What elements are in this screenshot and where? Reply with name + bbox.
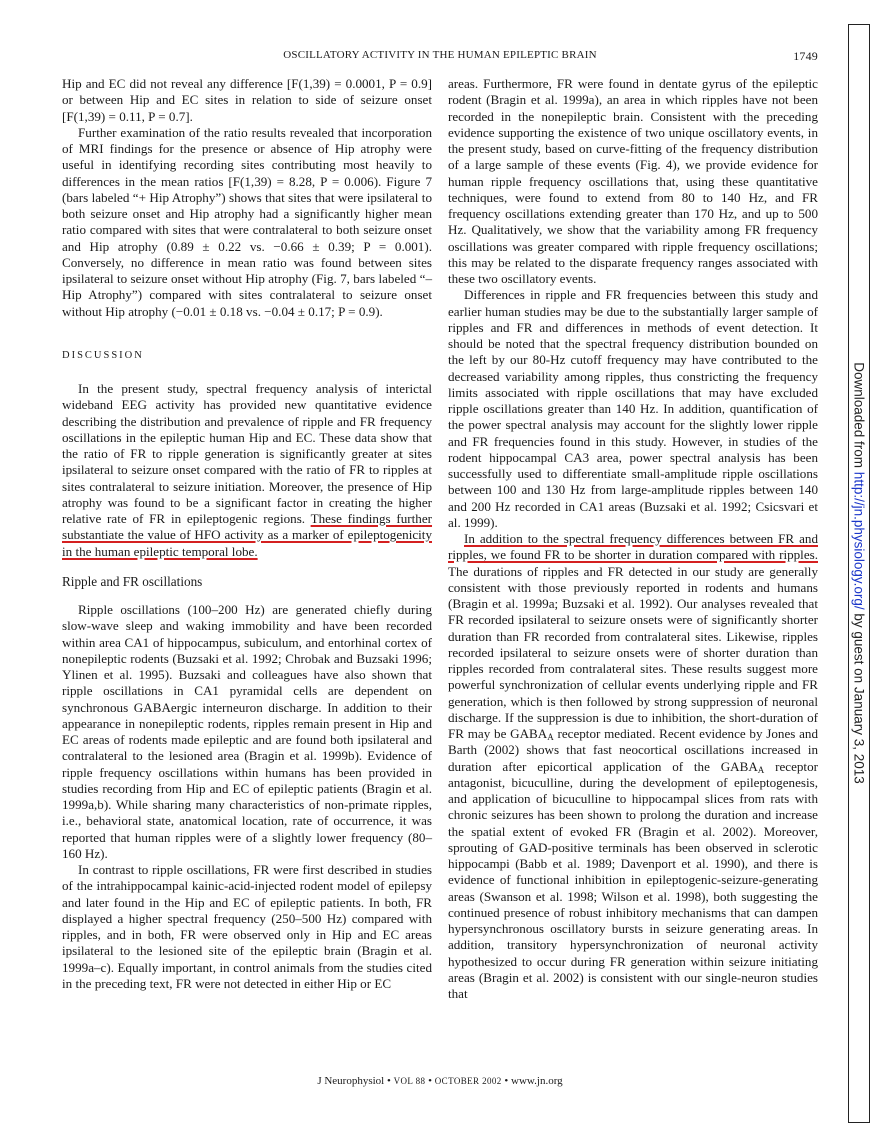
footer-volume: VOL 88 bbox=[393, 1076, 426, 1086]
discussion-intro-text: In the present study, spectral frequency analysis of interictal wideband EEG activity has provided new quantitative evidence describing the distribution and prevalence of ripple and FR frequency oscillations in the epileptic human Hip and EC. These data show that the ratio of FR to ripple generation is significantly greater at sites ipsilateral to seizure onset compared with the ratio of FR to ripples at sites contralateral to seizure initiation. Moreover, the presence of Hip atrophy was found to be a significant factor in creating the higher relative rate of FR in epileptogenic regions. bbox=[62, 381, 432, 526]
duration-text-2: receptor mediated. Recent evidence by Jones and Barth (2002) shows that fast neocortical oscillations increased in duration after epicortical application of the GABA bbox=[448, 726, 818, 774]
subscript-a: A bbox=[547, 732, 554, 742]
right-column bbox=[448, 76, 818, 1002]
footer-separator: • bbox=[428, 1075, 433, 1087]
paragraph-fr-dentate: areas. Furthermore, FR were found in dentate gyrus of the epileptic rodent (Bragin et al. 1999a), an area in which ripples have not been recorded in the nonepileptic brain. Consistent with the preceding evidence supporting the existence of two unique oscillatory events, in the present study, based on curve-fitting of the frequency distribution of a large sample of these events (Fig. 4), we provide evidence for human ripple frequency oscillations that, using these quantitative techniques, were found to extend from 80 to 140 Hz, and FR frequency oscillations extending greater than 170 Hz, and up to 500 Hz. Qualitatively, we show that the variability among FR frequency oscillations was greater compared with ripple frequency oscillations; this may be related to the disparate frequency ranges associated with these two oscillatory events. bbox=[448, 76, 818, 286]
footer-separator: • bbox=[386, 1075, 391, 1087]
download-banner-prefix: Downloaded from bbox=[851, 362, 867, 472]
paragraph-fr-contrast: In contrast to ripple oscillations, FR were first described in studies of the intrahippocampal kainic-acid-injected rodent model of epilepsy and later found in the Hip and EC of epileptic patients. In both, FR displayed a higher spectral frequency (250–500 Hz) compared with ripples, and in both, FR were observed only in Hip and EC areas ipsilateral to the lesioned site of the epileptic brain (Bragin et al. 1999a–c). Equally important, in control animals from the studies cited in the preceding text, FR were not detected in either Hip or EC bbox=[62, 862, 432, 991]
footer-separator: • bbox=[504, 1075, 509, 1087]
paragraph-frequency-differences: Differences in ripple and FR frequencies between this study and earlier human studies may be due to the substantially larger sample of ripples and FR and differences in methods of event detection. It should be noted that the spectral frequency distribution bounded on the left by our 80-Hz cutoff frequency may have contributed to the decreased variability among ripples, thus constricting the frequency limits associated with ripple oscillations that may have excluded ripple oscillations greater than 140 Hz. In addition, quantification of the power spectral analysis may account for the slightly lower ripple and FR frequencies found in this study. However, in studies of the rodent hippocampal CA3 area, power spectral analysis has been successfully used to differentiate small-amplitude ripple oscillations between 100 and 130 Hz from large-amplitude ripples between 140 and 200 Hz recorded in CA1 areas (Buzsaki et al. 1992; Csicsvari et al. 1999). bbox=[448, 287, 818, 530]
paragraph-duration bbox=[448, 531, 818, 1002]
highlighted-duration-finding: In addition to the spectral frequency differences between FR and ripples, we found FR to be shorter in duration compared with ripples. bbox=[448, 531, 818, 563]
download-banner bbox=[852, 362, 867, 784]
left-column bbox=[62, 76, 432, 992]
duration-text-3: receptor antagonist, bicuculline, during the development of epileptogenesis, and application of bicuculline to hippocampal slices from rats with chronic seizures has been shown to prolong the duration and increase the spatial extent of evoked FR (Bragin et al. 2002). Moreover, sprouting of GAD-positive terminals has been observed in sclerotic hippocampi (Babb et al. 1989; Davenport et al. 1990), and there is evidence of functional inhibition in epileptogenic-seizure-generating areas (Swanson et al. 1998; Wilson et al. 1998), both suggesting the continued presence of robust inhibitory mechanisms that can dampen hypersynchronous oscillatory bursts in seizure generating areas. In addition, transitory hypersynchronization of neuronal activity hypothesized to occur during FR generation within seizure initiating areas (Bragin et al. 2002) is consistent with our single-neuron studies that bbox=[448, 758, 818, 1001]
highlighted-finding: These findings further substantiate the value of HFO activity as a marker of epileptogenicity in the human epileptic temporal lobe. bbox=[62, 511, 433, 559]
running-title: OSCILLATORY ACTIVITY IN THE HUMAN EPILEPTIC BRAIN bbox=[283, 49, 597, 61]
download-banner-suffix: by guest on January 3, 2013 bbox=[851, 609, 867, 784]
section-heading-discussion: DISCUSSION bbox=[62, 349, 144, 361]
download-source-link[interactable]: http://jn.physiology.org/ bbox=[851, 471, 867, 610]
paragraph-results-end: Hip and EC did not reveal any difference [F(1,39) = 0.0001, P = 0.9] or between Hip and EC sites in relation to side of seizure onset [F(1,39) = 0.11, P = 0.7]. bbox=[62, 76, 432, 124]
page-footer bbox=[62, 1075, 818, 1087]
footer-journal: J Neurophysiol bbox=[317, 1075, 385, 1087]
paragraph-ripple-oscillations: Ripple oscillations (100–200 Hz) are generated chiefly during slow-wave sleep and waking immobility and have been recorded within area CA1 of hippocampus, subiculum, and entorhinal cortex of nonepileptic rodents (Buzsaki et al. 1992; Chrobak and Buzsaki 1996; Ylinen et al. 1995). Buzsaki and colleagues have also shown that ripple oscillations in CA1 pyramidal cells are dependent on synchronous GABAergic interneuron discharge. In addition to their appearance in nonepileptic rodents, ripples remain present in Hip and EC areas of rodents made epileptic and are found both ipsilateral and contralateral to the lesioned area (Bragin et al. 1999b). Evidence of ripple frequency oscillations within humans has been provided in studies recording from Hip and EC of epileptic patients (Bragin et al. 1999a,b). While sharing many characteristics of non-primate ripples, i.e., behavioral state, anatomical location, rate of occurrence, it was reported that human ripples were of a slightly lower frequency (80–160 Hz). bbox=[62, 602, 432, 861]
subheading-ripple-fr: Ripple and FR oscillations bbox=[62, 573, 203, 589]
page-number: 1749 bbox=[793, 49, 818, 63]
running-head bbox=[62, 49, 818, 67]
footer-date: OCTOBER 2002 bbox=[434, 1076, 502, 1086]
footer-url[interactable]: www.jn.org bbox=[511, 1075, 563, 1087]
paragraph-hip-atrophy: Further examination of the ratio results revealed that incorporation of MRI findings for the presence or absence of Hip atrophy were useful in identifying recording sites contributing most heavily to differences in the mean ratios [F(1,39) = 8.28, P = 0.006). Figure 7 (bars labeled “+ Hip Atrophy”) shows that sites that were ipsilateral to both seizure onset and Hip atrophy had a significantly higher mean ratio compared with sites that were contralateral to both seizure onset and Hip atrophy (0.89 ± 0.22 vs. −0.66 ± 0.39; P = 0.001). Conversely, no difference in mean ratio was found between sites ipsilateral to seizure onset without Hip atrophy (Fig. 7, bars labeled “–Hip Atrophy”) compared with sites contralateral to seizure onset without Hip atrophy (−0.01 ± 0.18 vs. −0.04 ± 0.17; P = 0.9). bbox=[62, 124, 432, 319]
subscript-a: A bbox=[757, 764, 765, 775]
paragraph-discussion-intro bbox=[62, 381, 432, 560]
duration-text-1: The durations of ripples and FR detected in our study are generally consistent with those previously reported in rodents and humans (Bragin et al. 1999a; Buzsaki et al. 1992). Our analyses revealed that FR recorded ipsilateral to seizure onsets were of significantly shorter duration than FR recorded from contralateral sites. Likewise, ripples recorded ipsilateral to seizure onsets were of shorter duration than ripples recorded from contralateral sites. These results suggest more powerful synchronization of cellular events underlying ripple and FR generation, which is then followed by strong suppression of neuronal discharge. If the suppression is due to inhibition, the short-duration of FR may be GABA bbox=[448, 563, 818, 741]
